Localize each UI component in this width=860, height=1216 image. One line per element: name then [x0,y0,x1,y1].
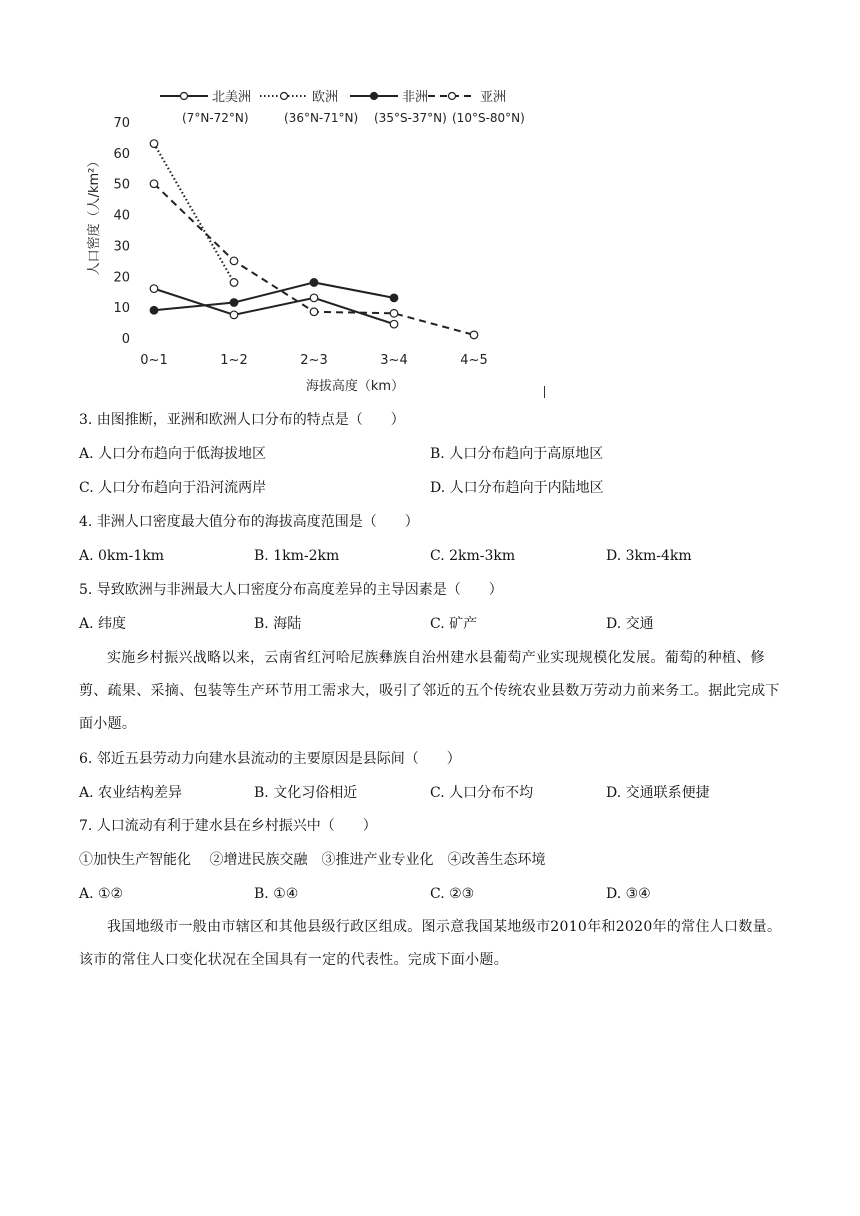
legend-label: 亚洲 [480,90,507,105]
y-tick-label: 20 [113,270,130,286]
population-density-chart [87,80,560,400]
data-point [150,306,158,314]
x-axis-label: 海拔高度（km） [305,379,405,394]
legend-range: (7°N-72°N) [182,111,249,125]
data-point [390,320,398,328]
q5-option-a[interactable]: A. 纬度 [79,616,127,632]
q6-option-a[interactable]: A. 农业结构差异 [79,785,183,801]
question-3-stem: 3. 由图推断，亚洲和欧洲人口分布的特点是（ ） [79,412,405,428]
q3-option-c[interactable]: C. 人口分布趋向于沿河流两岸 [79,480,267,496]
data-point [310,308,318,316]
series-非洲 [150,279,398,314]
legend-label: 北美洲 [212,90,252,105]
legend-item [260,90,358,125]
data-point [230,257,238,265]
legend-marker [281,93,288,100]
data-point [150,180,158,188]
legend-label: 欧洲 [312,90,339,105]
cursor-mark [544,386,545,398]
data-point [230,299,238,307]
q7-option-b[interactable]: B. ①④ [254,886,299,902]
q5-option-b[interactable]: B. 海陆 [254,616,302,632]
data-point [230,279,238,287]
passage-population: 我国地级市一般由市辖区和其他县级行政区组成。图示意我国某地级市2010年和2020年的常住人口数量。该市的常住人口变化状况在全国具有一定的代表性。完成下面小题。 [79,919,782,968]
y-axis [113,116,130,347]
passage-grapes: 实施乡村振兴战略以来，云南省红河哈尼族彝族自治州建水县葡萄产业实现规模化发展。葡萄的种植、修剪、疏果、采摘、包装等生产环节用工需求大，吸引了邻近的五个传统农业县数万劳动力前来务工。据此完成下面小题。 [79,650,780,732]
data-point [390,310,398,318]
legend-marker [449,93,456,100]
question-5-stem: 5. 导致欧洲与非洲最大人口密度分布高度差异的主导因素是（ ） [79,582,503,598]
q7-option-c[interactable]: C. ②③ [430,886,475,902]
y-tick-label: 50 [113,177,130,193]
data-point [390,294,398,302]
chart-legend [160,89,525,125]
legend-item [350,89,447,125]
y-tick-label: 60 [113,146,130,162]
y-tick-label: 40 [113,208,130,224]
question-4-stem: 4. 非洲人口密度最大值分布的海拔高度范围是（ ） [79,514,419,530]
q4-option-a[interactable]: A. 0km-1km [79,548,165,564]
data-point [230,311,238,319]
legend-item [160,90,251,125]
data-point [470,331,478,339]
data-point [310,279,318,287]
x-tick-label: 1~2 [220,353,248,368]
y-tick-label: 70 [113,116,130,131]
x-axis [140,353,487,368]
x-tick-label: 2~3 [300,353,328,368]
series-欧洲 [150,140,238,286]
q3-option-a[interactable]: A. 人口分布趋向于低海拔地区 [79,446,267,462]
q3-option-b[interactable]: B. 人口分布趋向于高原地区 [430,446,604,462]
legend-range: (10°S-80°N) [452,111,525,125]
legend-marker [371,93,378,100]
legend-marker [181,93,188,100]
y-tick-label: 30 [113,239,130,255]
x-tick-label: 0~1 [140,353,168,368]
q6-option-b[interactable]: B. 文化习俗相近 [254,785,358,801]
data-point [150,285,158,293]
chart-series [150,140,478,339]
y-tick-label: 10 [113,301,130,317]
x-tick-label: 4~5 [460,353,488,368]
q5-option-c[interactable]: C. 矿产 [430,616,478,632]
q5-option-d[interactable]: D. 交通 [606,616,654,632]
data-point [150,140,158,148]
q7-option-d[interactable]: D. ③④ [606,886,651,902]
data-point [310,294,318,302]
y-tick-label: 0 [121,332,130,347]
q6-option-c[interactable]: C. 人口分布不均 [430,785,534,801]
legend-range: (36°N-71°N) [284,111,359,125]
q4-option-d[interactable]: D. 3km-4km [606,548,692,564]
question-6-stem: 6. 邻近五县劳动力向建水县流动的主要原因是县际间（ ） [79,751,461,767]
series-亚洲 [150,180,478,339]
x-tick-label: 3~4 [380,353,408,368]
q6-option-d[interactable]: D. 交通联系便捷 [606,785,710,801]
legend-label: 非洲 [402,90,429,105]
question-7-statements: ①加快生产智能化 ②增进民族交融 ③推进产业专业化 ④改善生态环境 [79,852,546,868]
q4-option-b[interactable]: B. 1km-2km [254,548,340,564]
q7-option-a[interactable]: A. ①② [79,886,124,902]
series-line [154,144,234,283]
y-axis-label: 人口密度（人/km²） [87,154,102,276]
legend-range: (35°S-37°N) [374,111,447,125]
q3-option-d[interactable]: D. 人口分布趋向于内陆地区 [430,480,604,496]
q4-option-c[interactable]: C. 2km-3km [430,548,516,564]
question-7-stem: 7. 人口流动有利于建水县在乡村振兴中（ ） [79,818,377,834]
